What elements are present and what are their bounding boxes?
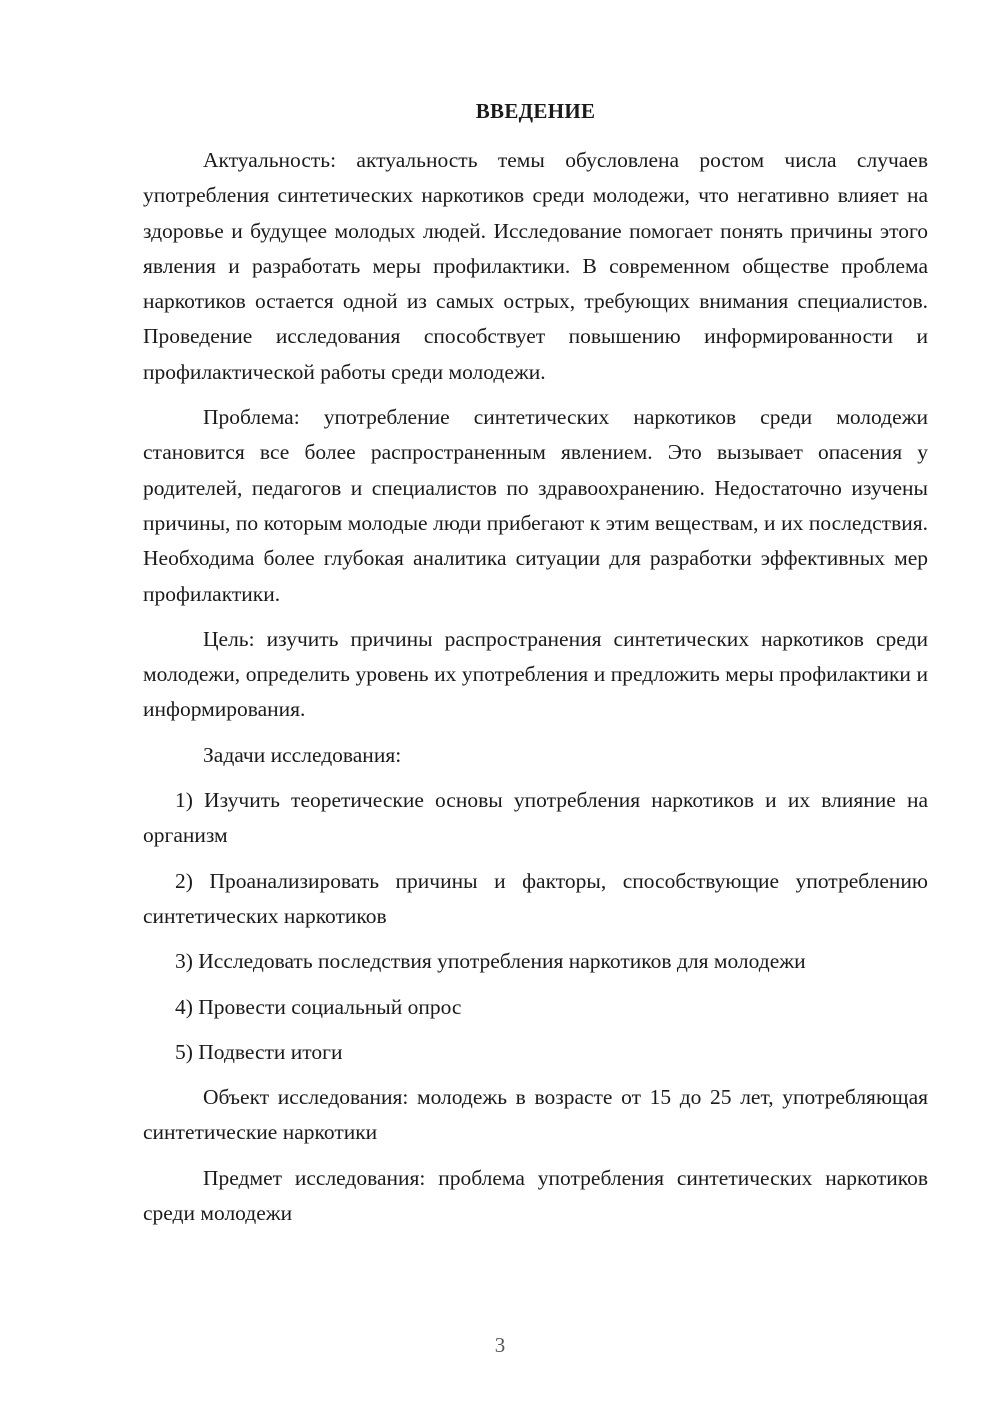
task-item: 3) Исследовать последствия употребления наркотиков для молодежи bbox=[175, 949, 806, 974]
relevance-paragraph: Актуальность: актуальность темы обусловлена ростом числа случаев употребления синтетических наркотиков среди молодежи, что негативно влияет на здоровье и будущее молодых людей. Исследование помогает понять причины этого явления и разработать меры профилактики. В современном обществе проблема наркотиков остается одной из самых острых, требующих внимания специалистов. Проведение исследования способствует повышению информированности и профилактической работы среди молодежи. bbox=[143, 148, 928, 384]
goal-paragraph: Цель: изучить причины распространения синтетических наркотиков среди молодежи, определить уровень их употребления и предложить меры профилактики и информирования. bbox=[143, 626, 928, 722]
task-item: 2) Проанализировать причины и факторы, способствующие употреблению синтетических наркотиков bbox=[143, 868, 928, 928]
page-number: 3 bbox=[494, 1333, 506, 1357]
subject-paragraph: Предмет исследования: проблема употребления синтетических наркотиков среди молодежи bbox=[143, 1165, 928, 1226]
task-item: 4) Провести социальный опрос bbox=[175, 994, 462, 1019]
task-item: 1) Изучить теоретические основы употребления наркотиков и их влияние на организм bbox=[143, 788, 928, 848]
section-title: ВВЕДЕНИЕ bbox=[475, 99, 596, 123]
tasks-heading: Задачи исследования: bbox=[203, 742, 402, 767]
problem-paragraph: Проблема: употребление синтетических наркотиков среди молодежи становится все более распространенным явлением. Это вызывает опасения у родителей, педагогов и специалистов по здравоохранению. Недостаточно изучены причины, по которым молодые люди прибегают к этим веществам, и их последствия. Необходима более глубокая аналитика ситуации для разработки эффективных мер профилактики. bbox=[143, 405, 928, 606]
object-paragraph: Объект исследования: молодежь в возрасте от 15 до 25 лет, употребляющая синтетические наркотики bbox=[143, 1085, 928, 1145]
task-item: 5) Подвести итоги bbox=[175, 1039, 343, 1064]
document-body bbox=[143, 143, 928, 1231]
